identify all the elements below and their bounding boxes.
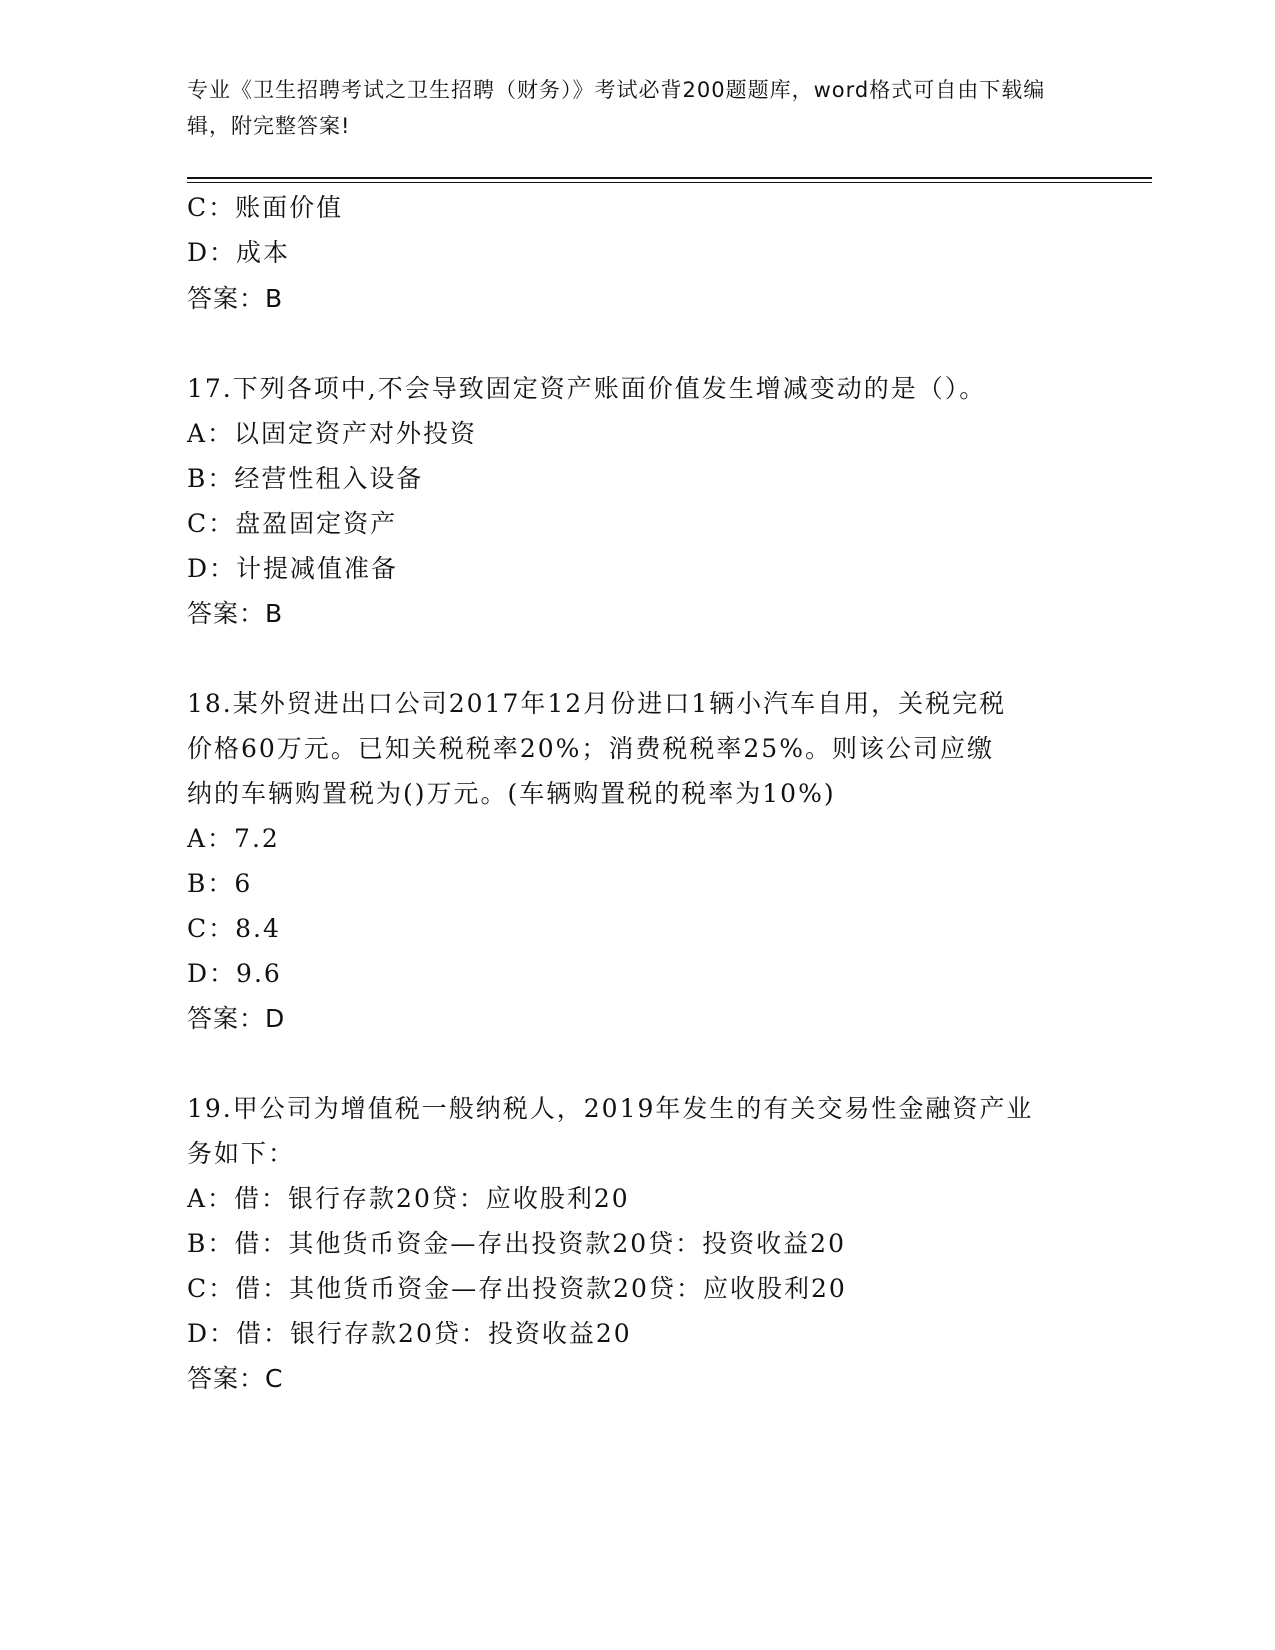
q19-option-d: D：借：银行存款20贷：投资收益20: [187, 1319, 632, 1348]
q17-question: 17.下列各项中,不会导致固定资产账面价值发生增减变动的是（）。: [187, 374, 987, 403]
q18-option-a: A：7.2: [187, 824, 280, 853]
q19-option-b: B：借：其他货币资金—存出投资款20贷：投资收益20: [187, 1229, 846, 1258]
q19-question-line-2: 务如下：: [187, 1139, 296, 1168]
header-divider-thick: [187, 177, 1152, 179]
q16-option-d: D：成本: [187, 238, 291, 267]
header-divider-thin: [187, 182, 1152, 183]
q17-option-d: D：计提减值准备: [187, 554, 399, 583]
document-header: 专业《卫生招聘考试之卫生招聘（财务）》考试必背200题题库，word格式可自由下载编辑，附完整答案!: [187, 78, 1046, 138]
q18-answer: 答案：D: [187, 1004, 286, 1033]
q19-answer: 答案：C: [187, 1364, 284, 1393]
q19-option-c: C：借：其他货币资金—存出投资款20贷：应收股利20: [187, 1274, 847, 1303]
q16-option-c: C：账面价值: [187, 193, 344, 222]
q18-option-d: D：9.6: [187, 959, 282, 988]
q19-option-a: A：借：银行存款20贷：应收股利20: [187, 1184, 630, 1213]
q18-option-b: B：6: [187, 869, 253, 898]
q18-question-line-2: 价格60万元。已知关税税率20%；消费税税率25%。则该公司应缴: [187, 734, 994, 763]
q17-option-a: A：以固定资产对外投资: [187, 419, 478, 448]
q18-question-line-1: 18.某外贸进出口公司2017年12月份进口1辆小汽车自用，关税完税: [187, 689, 1007, 718]
q17-option-b: B：经营性租入设备: [187, 464, 424, 493]
q16-answer: 答案：B: [187, 284, 284, 313]
q17-option-c: C：盘盈固定资产: [187, 509, 398, 538]
q17-answer: 答案：B: [187, 599, 284, 628]
q19-question-line-1: 19.甲公司为增值税一般纳税人，2019年发生的有关交易性金融资产业: [187, 1094, 1034, 1123]
q18-question-line-3: 纳的车辆购置税为()万元。(车辆购置税的税率为10%): [187, 779, 836, 808]
q18-option-c: C：8.4: [187, 914, 281, 943]
